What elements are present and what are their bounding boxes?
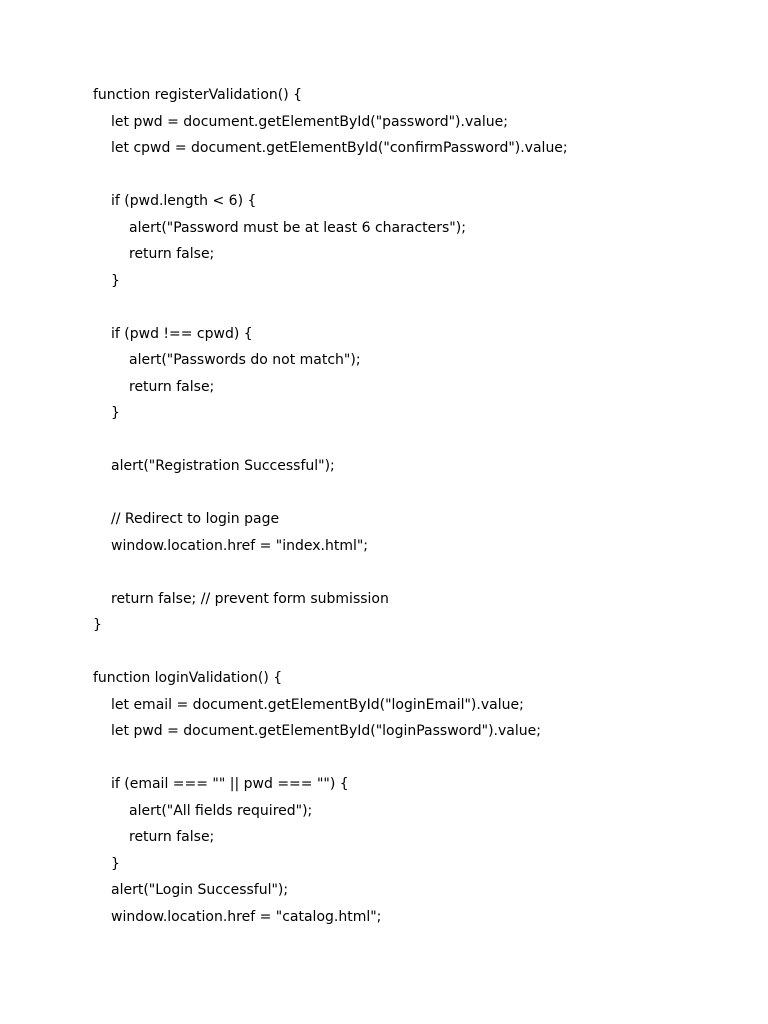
code-line: if (pwd !== cpwd) { [111, 325, 253, 342]
blank-line [93, 294, 733, 321]
code-line: } [111, 272, 120, 289]
blank-line [93, 559, 733, 586]
code-line: alert("Passwords do not match"); [129, 352, 361, 368]
code-line: let pwd = document.getElementById("password").value; [111, 113, 508, 130]
code-line: alert("Password must be at least 6 characters"); [129, 219, 466, 236]
code-line: } [111, 855, 120, 872]
code-line: } [93, 617, 102, 633]
code-line: if (pwd.length < 6) { [111, 193, 257, 209]
code-line: return false; [129, 378, 215, 395]
code-line: window.location.href = "catalog.html"; [111, 908, 382, 925]
code-line: } [111, 405, 120, 421]
blank-line [93, 480, 733, 507]
code-line: let email = document.getElementById("loginEmail").value; [111, 696, 524, 713]
code-line: return false; // prevent form submission [111, 590, 389, 607]
blank-line [93, 427, 733, 454]
code-line: let pwd = document.getElementById("loginPassword").value; [111, 723, 541, 739]
code-line: alert("Login Successful"); [111, 882, 289, 898]
code-line: function registerValidation() { [93, 87, 303, 103]
blank-line [93, 639, 733, 666]
blank-line [93, 162, 733, 189]
code-line: return false; [129, 246, 215, 262]
code-line: function loginValidation() { [93, 670, 283, 686]
code-block [93, 82, 733, 930]
code-line: alert("Registration Successful"); [111, 458, 335, 474]
code-line: if (email === "" || pwd === "") { [111, 776, 349, 792]
code-line: // Redirect to login page [111, 511, 280, 527]
code-line: alert("All fields required"); [129, 802, 313, 819]
blank-line [93, 745, 733, 772]
code-line: return false; [129, 829, 215, 845]
code-line: window.location.href = "index.html"; [111, 537, 369, 554]
code-line: let cpwd = document.getElementById("confirmPassword").value; [111, 140, 568, 156]
